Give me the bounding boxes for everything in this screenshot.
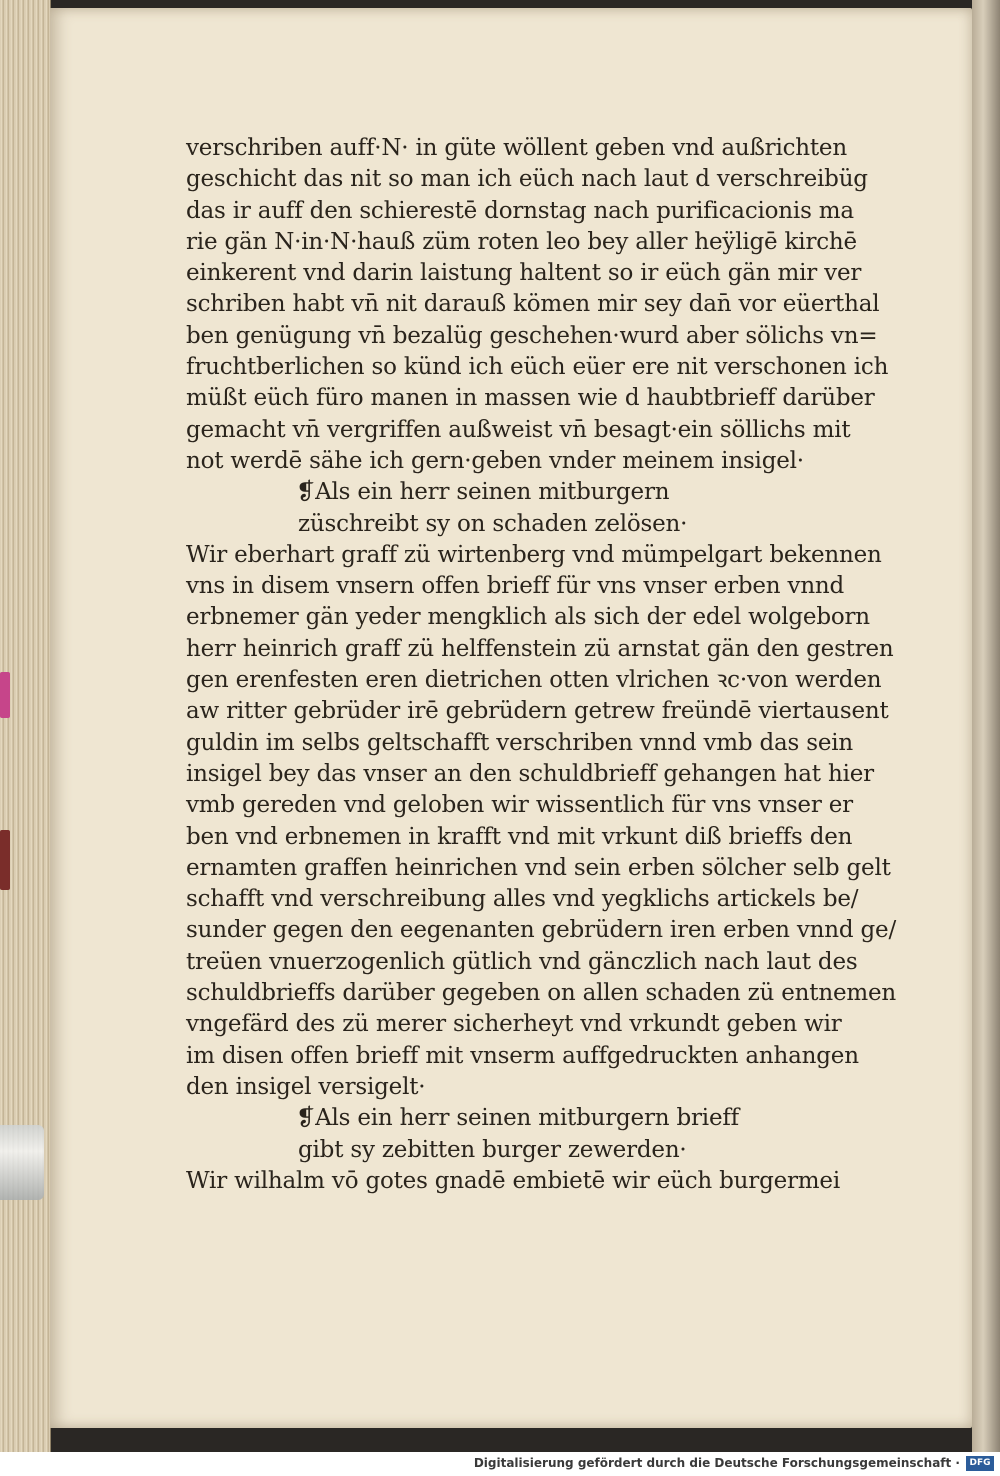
text-line: ernamten graffen heinrichen vnd sein erben sölcher selb gelt: [186, 854, 891, 881]
text-line: ben vnd erbnemen in krafft vnd mit vrkunt diß brieffs den: [186, 823, 853, 850]
text-line: erbnemer gän yeder mengklich als sich der edel wolgeborn: [186, 604, 870, 631]
text-line: das ir auff den schierestē dornstag nach purificacionis ma: [186, 197, 854, 224]
paragraph-2: [186, 540, 897, 1103]
page-text-block: [186, 133, 897, 1197]
text-line: aw ritter gebrüder irē gebrüdern getrew freündē viertausent: [186, 698, 889, 725]
text-line: schafft vnd verschreibung alles vnd yegklichs artickels be/: [186, 886, 859, 913]
text-line: guldin im selbs geltschafft verschriben vnnd vmb das sein: [186, 729, 854, 756]
dfg-credit: Digitalisierung gefördert durch die Deutsche Forschungsgemeinschaft ·: [473, 1456, 960, 1470]
dfg-logo: DFG: [966, 1456, 994, 1471]
text-line: Wir eberhart graff zü wirtenberg vnd mümpelgart bekennen: [186, 541, 882, 568]
text-line: sunder gegen den eegenanten gebrüdern iren erben vnnd ge/: [186, 917, 897, 944]
text-line: im disen offen brieff mit vnserm auffgedruckten anhangen: [186, 1042, 859, 1069]
text-line: vmb gereden vnd geloben wir wissentlich für vns vnser er: [186, 792, 853, 819]
text-line: einkerent vnd darin laistung haltent so ir eüch gän mir ver: [186, 260, 862, 287]
text-line: geschicht das nit so man ich eüch nach laut d verschreibüg: [186, 166, 868, 193]
bookmark-tab-red: [0, 830, 10, 890]
text-line: schuldbrieffs darüber gegeben on allen schaden zü entnemen: [186, 980, 896, 1007]
text-line: rie gän N·in·N·hauß züm roten leo bey aller heÿligē kirchē: [186, 228, 857, 255]
text-line: vngefärd des zü merer sicherheyt vnd vrkundt geben wir: [186, 1011, 842, 1038]
text-line: vns in disem vnsern offen brieff für vns vnser erben vnnd: [186, 573, 845, 600]
text-line: ben genügung vn̄ bezalüg geschehen·wurd aber sölichs vn=: [186, 322, 878, 349]
heading-line: gibt sy zebitten burger zewerden·: [298, 1136, 687, 1163]
text-line: gen erenfesten eren dietrichen otten vlrichen ꝛc·von werden: [186, 667, 882, 694]
text-line: not werdē sähe ich gern·geben vnder meinem insigel·: [186, 447, 804, 474]
section-heading-1: [186, 477, 886, 540]
text-line: Wir wilhalm vō gotes gnadē embietē wir eüch burgermei: [186, 1167, 840, 1194]
text-line: schriben habt vn̄ nit darauß kömen mir sey dan̄ vor eüerthal: [186, 291, 880, 318]
page-stack-edge: [0, 0, 51, 1452]
paragraph-3: [186, 1166, 886, 1197]
heading-line: züschreibt sy on schaden zelösen·: [298, 510, 688, 537]
paragraph-1: [186, 133, 889, 477]
text-line: herr heinrich graff zü helffenstein zü arnstat gän den gestren: [186, 635, 894, 662]
text-line: fruchtberlichen so künd ich eüch eüer ere nit verschonen ich: [186, 354, 889, 381]
bookmark-tab-pink: [0, 672, 10, 718]
text-line: insigel bey das vnser an den schuldbrieff gehangen hat hier: [186, 760, 874, 787]
text-line: den insigel versigelt·: [186, 1073, 426, 1100]
section-heading-2: [186, 1103, 886, 1166]
footer-bar: [0, 1452, 1000, 1476]
text-line: verschriben auff·N· in güte wöllent geben vnd außrichten: [186, 135, 847, 161]
text-line: müßt eüch füro manen in massen wie d haubtbrieff darüber: [186, 385, 875, 412]
heading-line: ❡Als ein herr seinen mitburgern: [296, 479, 670, 506]
book-gutter: [972, 0, 1000, 1452]
page-clip: [0, 1125, 44, 1200]
text-line: treüen vnuerzogenlich gütlich vnd gänczlich nach laut des: [186, 948, 858, 975]
text-line: gemacht vn̄ vergriffen außweist vn̄ besagt·ein söllichs mit: [186, 416, 851, 443]
heading-line: ❡Als ein herr seinen mitburgern brieff: [296, 1105, 739, 1132]
